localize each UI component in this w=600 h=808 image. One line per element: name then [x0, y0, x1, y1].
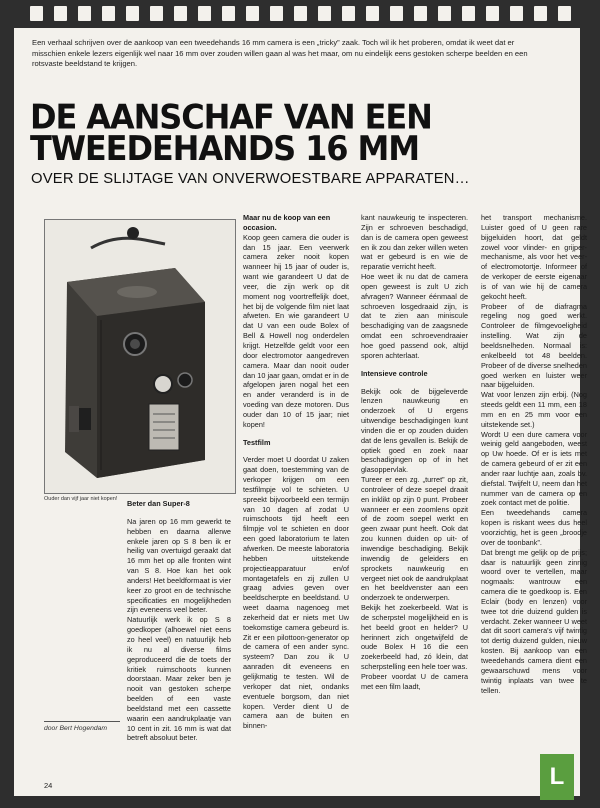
body-paragraph: Een tweedehands camera kopen is riskant wees dus heel voorzichtig, het is geen „broodje over de toonbank”. — [481, 508, 587, 547]
headline — [30, 96, 560, 169]
body-paragraph: Wordt U een dure camera voor weinig geld aangeboden, weest op Uw hoede. Of er is iets met de camera gebeurd of er zit een ander raar luchtje aan, zoals bv. diefstal. Twijfelt U, neem dan het nummer van de camera op en zoek contact met de politie. — [481, 429, 587, 508]
section-heading: Testfilm — [243, 437, 271, 447]
section-heading: Intensieve controle — [361, 368, 428, 378]
film-perforation — [462, 6, 475, 21]
body-paragraph: Bekijk ook de bijgeleverde lenzen nauwkeurig en onderzoek of U ergens uitwendige beschadigingen kunt vinden die er op zouden duiden dat de lens gevallen is. Bekijk de optiek goed en zoek naar beschadigingen op of in het glasoppervlak. — [361, 386, 468, 475]
spacer — [361, 361, 468, 369]
article-column-1 — [127, 499, 231, 745]
section-heading: Maar nu de koop van een occasion. — [243, 213, 331, 232]
spacer — [243, 447, 349, 455]
spacer — [243, 430, 349, 438]
camera-illustration — [45, 220, 235, 493]
film-perforation — [510, 6, 523, 21]
film-perforation — [366, 6, 379, 21]
film-perforation — [414, 6, 427, 21]
film-perforation — [318, 6, 331, 21]
body-paragraph: Dat brengt me gelijk op de prijs; daar is natuurlijk geen zinnig woord over te vertellen, maar nogmaals: wantrouw een camera die te goedkoop is. Een Eclair (body en lenzen) voor twee tot drie duizend gulden is verdacht. Zeker wanneer U weet dat dit soort camera's vijf twintig tot dertig duizend gulden, nieuw kosten. Bij aankoop van een tweedehands camera dient een gewaarschuwd mens voor twintig inplaats van twee te tellen. — [481, 547, 587, 695]
spacer — [361, 379, 468, 387]
section-heading: Beter dan Super-8 — [127, 499, 190, 508]
body-paragraph: kant nauwkeurig te inspecteren. Zijn er schroeven beschadigd, dan is de camera open geweest en ik zou dan zeker willen weten wat er gebeurd is en wie de reparatie verricht heeft. — [361, 213, 468, 272]
intro-paragraph: Een verhaal schrijven over de aankoop van een tweedehands 16 mm camera is een „tricky” zaak. Toch wil ik het proberen, omdat ik weet dat er misschien enkele lezers eigenlijk wel naar 16 mm over zouden willen gaan al was het maar, om nu eindelijk eens gestoken scherpe beelden en een rotsvaste beeldstand te krijgen. — [32, 38, 528, 69]
subheadline: OVER DE SLIJTAGE VAN ONVERWOESTBARE APPARATEN… — [31, 171, 470, 187]
article-column-4 — [481, 213, 587, 763]
film-perforation — [534, 6, 547, 21]
film-perforation — [30, 6, 43, 21]
publisher-logo: L — [540, 754, 574, 800]
film-perforation — [486, 6, 499, 21]
body-paragraph: Tureer er een zg. „turret” op zit, controleer of deze soepel draait en inklikt op zijn 0 punt. Probeer wanneer er een zoomlens opzit of de zoom soepel werkt en geen zwaar punt heeft. Ook dat zou kunnen duiden op uit- of inwendige beschadiging. Bekijk inwendig de geleiders en sprockets nauwkeurig en vergeet niet ook de aandrukplaat en het beeldvenster aan een onderzoek te onderwerpen. — [361, 475, 468, 603]
body-paragraph: Hoe weet ik nu dat de camera open geweest is zult U zich afvragen? Wanneer éénmaal de schroeven losgedraaid zijn, is dat te zien aan miniscule beschadiging van de zaagsnede omdat een schroevendraaier hoe goed passend ook, altijd sporen achterlaat. — [361, 272, 468, 360]
film-perforation — [150, 6, 163, 21]
film-strip-border — [0, 0, 600, 28]
article-column-3 — [361, 213, 468, 763]
film-perforation — [558, 6, 571, 21]
body-paragraph: Koop geen camera die ouder is dan 15 jaar. Een veerwerk camera zeker nooit kopen wanneer hij 15 jaar of ouder is, want wie garandeert U dat de veer, die zijn werk op dit moment nog voortreffelijk doet, het bij de volgende film niet laat afweten. En wie garandeert U dat U van een oude Bolex of Bell & Howell nog onderdelen krijgt. Hetzelfde geldt voor een door electromotor aangedreven camera. Maar dan nooit ouder dan 10 jaar gaan, omdat er in de afgelopen jaren nogal het een en ander veranderd is in de voeding van deze motoren. Dus ouder dan 10 of 15 jaar; niet kopen! — [243, 232, 349, 429]
body-paragraph: Probeer of de diafragma regeling nog goed werkt. Controleer de filmgevoeligheid instelling. Wat zijn de beeldsnelheden. Normaal is: enkelbeeld tot 48 beelden. Probeer of de diverse snelheden goed werken en luister weer naar bijgeluiden. — [481, 301, 587, 390]
film-perforation — [246, 6, 259, 21]
body-paragraph: Na jaren op 16 mm gewerkt te hebben en daarna allerwe enkele jaren op S 8 ben ik er heilig van overtuigd geraakt dat 16 mm het op alle fronten wint van S 8. Hoe kan het ook anders! Het beeldformaat is vier keer zo groot en de technische specificaties en mogelijkheden zijn eveneens veel beter. — [127, 516, 231, 615]
film-perforation — [174, 6, 187, 21]
film-perforation — [438, 6, 451, 21]
film-perforation — [270, 6, 283, 21]
body-paragraph: Bekijk het zoekerbeeld. Wat is de scherpstel mogelijkheid en is het beeld groot en helder? U herinnert zich ongetwijfeld de oude Bolex H 16 die een zoekerbeeld had, zó klein, dat scherpstelling een hele toer was. — [361, 603, 468, 672]
film-perforation — [390, 6, 403, 21]
body-paragraph: Wat voor lenzen zijn erbij. (Nog steeds geldt een 11 mm, een 18 mm en en 25 mm voor een uitstekende set.) — [481, 390, 587, 429]
film-perforation — [78, 6, 91, 21]
headline-line-1: DE AANSCHAF VAN EEN — [30, 96, 432, 137]
film-perforation — [102, 6, 115, 21]
spacer — [127, 509, 231, 517]
film-perforation — [54, 6, 67, 21]
page-number: 24 — [44, 781, 53, 790]
article-column-2 — [243, 213, 349, 763]
body-paragraph: het transport mechanisme. Luister goed of U geen rare bijgeluiden hoort, dat geldt zowel voor vlinder- en grijper-mechanisme, als voor het veer- of electromotortje. Informeer of de verkoper de eerste eigenaar is of van wie hij de camera gekocht heeft. — [481, 213, 587, 301]
film-perforation — [198, 6, 211, 21]
headline-line-2: TWEEDEHANDS 16 MM — [30, 128, 420, 169]
film-perforation — [222, 6, 235, 21]
body-paragraph: Natuurlijk werk ik op S 8 goedkoper (alhoewel niet eens zo heel veel) en natuurlijk heb ik nu al diverse films geproduceerd die de toets der kritiek ruimschoots kunnen doorstaan. Maar zeker ben je nooit van gestoken scherpe beelden of een vaste beeldstand met een cassette waarin een aandrukplaatje van 10 cent in zit. 16 mm is wat dat betreft absoluut beter. — [127, 615, 231, 743]
photo-caption: Ouder dan vijf jaar niet kopen! — [44, 496, 118, 502]
author-byline: door Bert Hogendam — [44, 721, 120, 733]
film-perforation — [126, 6, 139, 21]
camera-photo — [44, 219, 236, 494]
film-perforation — [294, 6, 307, 21]
film-perforation — [342, 6, 355, 21]
body-paragraph: Probeer voordat U de camera met een film laadt, — [361, 671, 468, 691]
body-paragraph: Verder moet U doordat U zaken gaat doen, toestemming van de verkoper krijgen om een testfilmpje vol te schieten. U spreekt bijvoorbeeld een termijn van 10 dagen af zodat U ruimschoots tijd heeft een filmpje vol te schieten en door een goed laboratorium te laten afwerken. De meeste laboratoria hebben uitstekende projectieapparatuur en/of montagetafels en zij zullen U graag advies geven over beeldscherpte en beeldstand. U weet daarna nagenoeg met zekerheid dat er niets met Uw toekomstige camera gebeurd is. Zit er een pilottoon-generator op de camera of een ander sync. systeem? Dan zou ik U aanraden dit eveneens en gelijkmatig te testen. Wil de verkoper dat niet, ondanks eventuele borgsom, dan niet kopen. Verder dient U de camera aan de buiten en binnen- — [243, 455, 349, 731]
